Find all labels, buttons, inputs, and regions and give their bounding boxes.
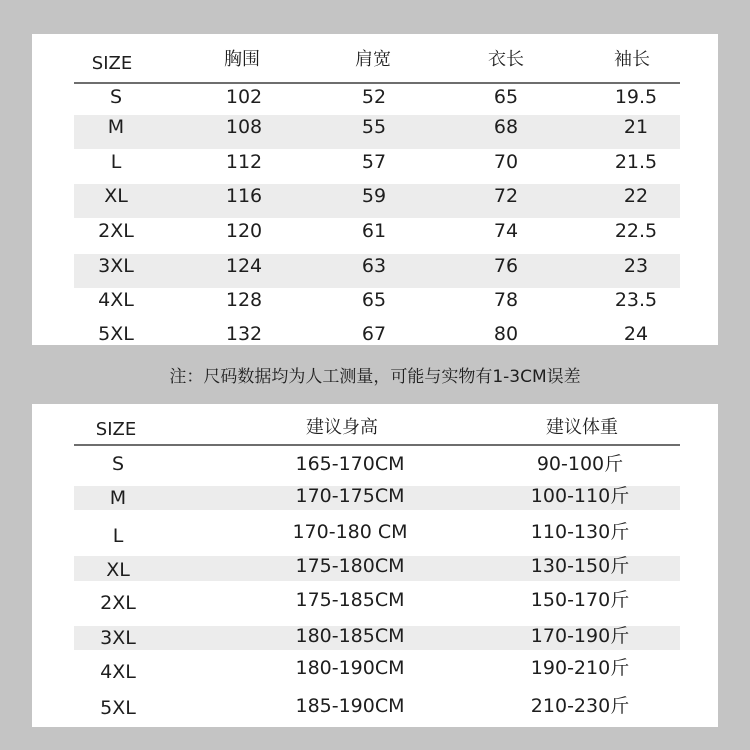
weight-cell: 150-170斤	[530, 589, 630, 611]
measurement-table	[32, 34, 718, 345]
measurement-row	[74, 219, 680, 253]
size-cell: M	[107, 116, 125, 138]
chest-cell: 108	[225, 116, 263, 138]
header-height: 建议身高	[306, 417, 378, 438]
length-cell: 80	[493, 323, 519, 345]
chest-cell: 120	[225, 220, 263, 242]
height-cell: 180-185CM	[295, 625, 405, 647]
measurement-row	[74, 322, 680, 345]
weight-cell: 170-190斤	[530, 625, 630, 647]
length-cell: 65	[493, 86, 519, 108]
shoulder-cell: 65	[361, 289, 387, 311]
height-cell: 170-175CM	[295, 485, 405, 507]
size-cell: XL	[104, 185, 128, 207]
size-cell: 3XL	[98, 255, 134, 277]
height-cell: 165-170CM	[295, 453, 405, 475]
recommendation-row	[74, 452, 680, 486]
size-cell: 5XL	[98, 323, 134, 345]
chest-cell: 128	[225, 289, 263, 311]
header-size: SIZE	[91, 53, 133, 74]
height-cell: 180-190CM	[295, 657, 405, 679]
size-cell: S	[109, 86, 123, 108]
shoulder-cell: 63	[361, 255, 387, 277]
size-cell: L	[112, 525, 124, 547]
measurement-row	[74, 254, 680, 288]
sleeve-cell: 24	[623, 323, 649, 345]
header-length: 衣长	[488, 49, 524, 70]
shoulder-cell: 52	[361, 86, 387, 108]
shoulder-cell: 59	[361, 185, 387, 207]
measurement-row	[74, 150, 680, 184]
sleeve-cell: 21	[623, 116, 649, 138]
recommendation-header-row	[74, 404, 680, 446]
chest-cell: 112	[225, 151, 263, 173]
size-cell: 4XL	[100, 661, 136, 683]
sleeve-cell: 23	[623, 255, 649, 277]
length-cell: 68	[493, 116, 519, 138]
recommendation-table	[32, 404, 718, 727]
chest-cell: 102	[225, 86, 263, 108]
size-cell: S	[111, 453, 125, 475]
recommendation-row	[74, 590, 680, 624]
measurement-header-row	[74, 34, 680, 84]
chest-cell: 124	[225, 255, 263, 277]
measurement-row	[74, 115, 680, 149]
header-size: SIZE	[95, 419, 137, 440]
shoulder-cell: 55	[361, 116, 387, 138]
length-cell: 78	[493, 289, 519, 311]
weight-cell: 210-230斤	[530, 695, 630, 717]
recommendation-row	[74, 658, 680, 692]
shoulder-cell: 61	[361, 220, 387, 242]
sleeve-cell: 19.5	[614, 86, 658, 108]
recommendation-row	[74, 694, 680, 728]
header-weight: 建议体重	[546, 417, 618, 438]
weight-cell: 110-130斤	[530, 521, 630, 543]
weight-cell: 90-100斤	[536, 453, 624, 475]
measurement-row	[74, 184, 680, 218]
length-cell: 74	[493, 220, 519, 242]
measurement-row	[74, 288, 680, 322]
size-cell: XL	[106, 559, 130, 581]
length-cell: 70	[493, 151, 519, 173]
shoulder-cell: 57	[361, 151, 387, 173]
height-cell: 175-180CM	[295, 555, 405, 577]
shoulder-cell: 67	[361, 323, 387, 345]
size-cell: 4XL	[98, 289, 134, 311]
sleeve-cell: 21.5	[614, 151, 658, 173]
size-cell: 2XL	[100, 592, 136, 614]
length-cell: 72	[493, 185, 519, 207]
header-shoulder: 肩宽	[355, 49, 391, 70]
height-cell: 175-185CM	[295, 589, 405, 611]
chest-cell: 132	[225, 323, 263, 345]
sleeve-cell: 22	[623, 185, 649, 207]
weight-cell: 100-110斤	[530, 485, 630, 507]
measurement-note: 注：尺码数据均为人工测量，可能与实物有1-3CM误差	[169, 367, 581, 387]
measurement-row	[74, 85, 680, 119]
recommendation-row	[74, 626, 680, 650]
recommendation-row	[74, 486, 680, 510]
header-chest: 胸围	[224, 49, 260, 70]
weight-cell: 130-150斤	[530, 555, 630, 577]
size-cell: 2XL	[98, 220, 134, 242]
size-cell: 3XL	[100, 627, 136, 649]
height-cell: 185-190CM	[295, 695, 405, 717]
length-cell: 76	[493, 255, 519, 277]
weight-cell: 190-210斤	[530, 657, 630, 679]
chest-cell: 116	[225, 185, 263, 207]
recommendation-row	[74, 522, 680, 556]
size-cell: L	[110, 151, 122, 173]
sleeve-cell: 22.5	[614, 220, 658, 242]
size-cell: 5XL	[100, 697, 136, 719]
recommendation-row	[74, 556, 680, 581]
header-sleeve: 袖长	[614, 49, 650, 70]
size-cell: M	[109, 487, 127, 509]
sleeve-cell: 23.5	[614, 289, 658, 311]
height-cell: 170-180 CM	[292, 521, 408, 543]
